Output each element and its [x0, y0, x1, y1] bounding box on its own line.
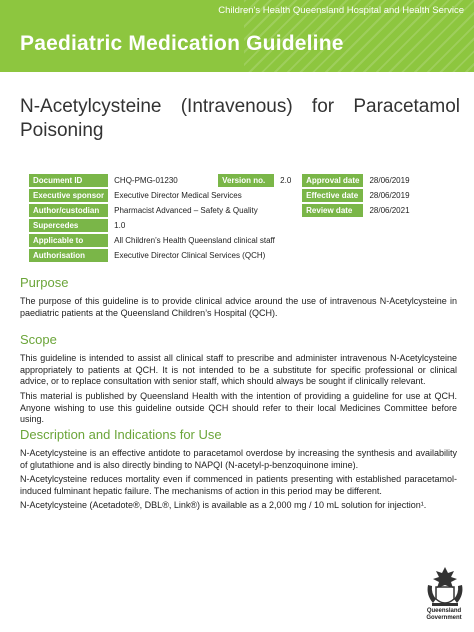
logo-line-2: Government: [426, 615, 462, 621]
review-date-value: 28/06/2021: [369, 206, 410, 215]
table-row: [29, 174, 445, 187]
version-value: 2.0: [280, 176, 292, 185]
organisation-name: Children's Health Queensland Hospital and Health Service: [218, 5, 464, 16]
purpose-heading: Purpose: [20, 275, 69, 290]
supercedes-label: Supercedes: [29, 219, 108, 232]
supercedes-value: 1.0: [114, 221, 126, 230]
banner-title: Paediatric Medication Guideline: [20, 32, 344, 55]
author-value: Pharmacist Advanced – Safety & Quality: [114, 206, 258, 215]
table-row: [29, 234, 445, 247]
effective-date-value: 28/06/2019: [369, 191, 410, 200]
government-logo-text: [418, 608, 470, 622]
executive-sponsor-label: Executive sponsor: [29, 189, 108, 202]
authorisation-value: Executive Director Clinical Services (QCH): [114, 251, 266, 260]
table-row: [29, 204, 445, 217]
executive-sponsor-value: Executive Director Medical Services: [114, 191, 242, 200]
approval-date-value: 28/06/2019: [369, 176, 410, 185]
applicable-to-value: All Children’s Health Queensland clinical staff: [114, 236, 275, 245]
purpose-paragraph: The purpose of this guideline is to provide clinical advice around the use of intravenous N-Acetylcysteine in paediatric patients at the Queensland Children’s Hospital (QCH).: [20, 296, 457, 318]
version-label: Version no.: [218, 174, 274, 187]
description-paragraph-3: N-Acetylcysteine (Acetadote®, DBL®, Link®) is available as a 2,000 mg / 10 mL solution for injection¹.: [20, 500, 427, 510]
document-info-table: [27, 172, 447, 264]
table-row: [29, 249, 445, 262]
table-row: [29, 189, 445, 202]
document-id-label: Document ID: [29, 174, 108, 187]
review-date-label: Review date: [302, 204, 363, 217]
description-paragraph-2: N-Acetylcysteine reduces mortality even if commenced in patients presenting with established paracetamol-induced fulminant hepatic failure. The mechanisms of action in this period may be different.: [20, 474, 457, 496]
authorisation-label: Authorisation: [29, 249, 108, 262]
approval-date-label: Approval date: [302, 174, 363, 187]
header-banner: [0, 0, 474, 72]
description-heading: Description and Indications for Use: [20, 427, 222, 442]
author-label: Author/custodian: [29, 204, 108, 217]
document-id-value: CHQ-PMG-01230: [114, 176, 178, 185]
scope-paragraph-2: This material is published by Queensland Health with the intention of providing a guideline for use at QCH. Anyone wishing to use this guideline outside QCH should refer to their local Medicines Committee before using.: [20, 391, 457, 424]
logo-line-1: Queensland: [426, 608, 462, 614]
effective-date-label: Effective date: [302, 189, 363, 202]
description-paragraph-1: N-Acetylcysteine is an effective antidote to paracetamol overdose by increasing the synthesis and availability of glutathione and is also directly binding to NAPQI (N-acetyl-p-benzoquinone imine).: [20, 448, 457, 470]
scope-paragraph-1: This guideline is intended to assist all clinical staff to prescribe and administer intravenous N-Acetylcysteine appropriately to patients at QCH. It is not intended to be a substitute for specific professional or clinical advice, or to replace consultation with senior staff, which should always be sought if clinically relevant.: [20, 353, 457, 386]
table-row: [29, 219, 445, 232]
scope-heading: Scope: [20, 332, 57, 347]
applicable-to-label: Applicable to: [29, 234, 108, 247]
document-title: N-Acetylcysteine (Intravenous) for Paracetamol Poisoning: [20, 96, 460, 141]
